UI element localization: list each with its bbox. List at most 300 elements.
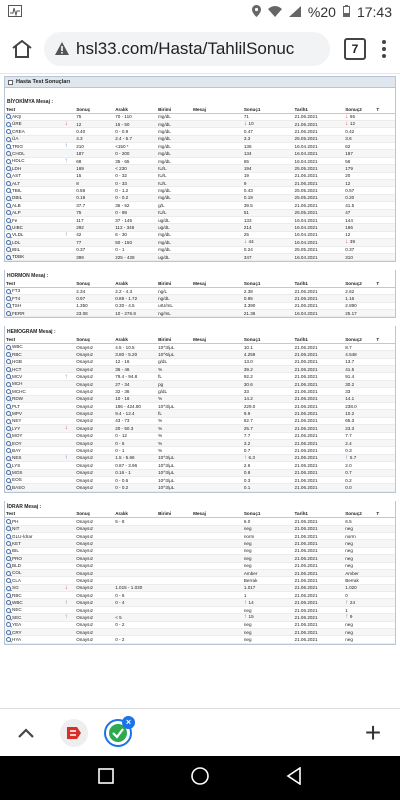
magnifier-icon[interactable] <box>6 382 11 387</box>
test-name-cell[interactable] <box>5 484 64 491</box>
table-row[interactable] <box>5 165 395 172</box>
test-name-cell[interactable] <box>5 150 64 157</box>
previous-result-1: 6.0 <box>243 518 294 525</box>
test-name-cell[interactable] <box>5 295 64 302</box>
magnifier-icon[interactable] <box>6 367 11 372</box>
previous-result-1: 133 <box>243 216 294 223</box>
test-name: PH <box>12 518 19 524</box>
table-row[interactable] <box>5 380 395 387</box>
table-row[interactable] <box>5 476 395 483</box>
result-value: Onaysız <box>75 518 114 525</box>
magnifier-icon[interactable] <box>6 615 11 620</box>
table-row[interactable] <box>5 287 395 294</box>
magnifier-icon[interactable] <box>6 233 11 238</box>
result-value: Onaysız <box>75 373 114 380</box>
test-name-cell[interactable] <box>5 547 64 554</box>
test-name-cell[interactable] <box>5 302 64 309</box>
test-name: FT4 <box>12 295 21 301</box>
test-name-cell[interactable] <box>5 143 64 150</box>
table-row[interactable] <box>5 425 395 432</box>
unit: ug/dL <box>157 216 192 223</box>
column-header: Test <box>5 280 64 287</box>
overflow-menu-icon[interactable] <box>374 40 394 58</box>
magnifier-icon[interactable] <box>6 608 11 613</box>
flag-cell <box>64 518 76 525</box>
previous-date-1: 16.04.2021 <box>294 231 345 238</box>
flag-cell <box>64 180 76 187</box>
flag-cell <box>64 388 76 395</box>
test-name-cell[interactable] <box>5 157 64 164</box>
magnifier-icon[interactable] <box>6 203 11 208</box>
magnifier-icon[interactable] <box>6 311 11 316</box>
table-row[interactable] <box>5 614 395 621</box>
table-row[interactable] <box>5 343 395 350</box>
back-button[interactable] <box>286 767 302 790</box>
flag-cell <box>64 135 76 142</box>
magnifier-icon[interactable] <box>6 374 11 379</box>
previous-date-2 <box>375 194 395 201</box>
test-name-cell[interactable] <box>5 462 64 469</box>
previous-date-2 <box>375 469 395 476</box>
table-row[interactable] <box>5 555 395 562</box>
test-name-cell[interactable] <box>5 128 64 135</box>
table-row[interactable] <box>5 128 395 135</box>
table-row[interactable] <box>5 202 395 209</box>
test-name-cell[interactable] <box>5 629 64 636</box>
reference-range: 15 - 50 <box>114 120 157 127</box>
test-name-cell[interactable] <box>5 555 64 562</box>
table-row[interactable] <box>5 584 395 591</box>
test-name-cell[interactable] <box>5 165 64 172</box>
previous-result-2-value: 310 <box>345 254 353 260</box>
test-name-cell[interactable] <box>5 469 64 476</box>
tab-favicon[interactable] <box>60 719 88 747</box>
magnifier-icon[interactable] <box>6 255 11 260</box>
previous-result-1: 92.2 <box>243 373 294 380</box>
table-row[interactable] <box>5 547 395 554</box>
table-row[interactable] <box>5 562 395 569</box>
table-row[interactable] <box>5 599 395 606</box>
previous-result-1: 21.36 <box>243 309 294 316</box>
unit: % <box>157 425 192 432</box>
test-name-cell[interactable] <box>5 358 64 365</box>
caret-up-icon[interactable] <box>14 721 38 745</box>
previous-result-2-value: neg <box>345 622 353 628</box>
table-row[interactable] <box>5 172 395 179</box>
table-row[interactable] <box>5 439 395 446</box>
magnifier-icon[interactable] <box>6 218 11 223</box>
recent-apps-button[interactable] <box>98 768 114 789</box>
test-name-cell[interactable] <box>5 388 64 395</box>
magnifier-icon[interactable] <box>6 463 11 468</box>
magnifier-icon[interactable] <box>6 210 11 215</box>
magnifier-icon[interactable] <box>6 122 11 127</box>
previous-result-2 <box>344 621 375 628</box>
reference-range <box>114 606 157 613</box>
previous-result-1-value: 14 <box>248 599 254 605</box>
magnifier-icon[interactable] <box>6 166 11 171</box>
column-header: Mesaj <box>192 106 243 113</box>
test-name-cell[interactable] <box>5 606 64 613</box>
previous-result-2-value: 12 <box>345 232 351 238</box>
previous-date-1: 21.06.2021 <box>294 592 345 599</box>
previous-result-1: Berrak <box>243 577 294 584</box>
table-row[interactable] <box>5 366 395 373</box>
table-row[interactable] <box>5 295 395 302</box>
test-name-cell[interactable] <box>5 366 64 373</box>
table-row[interactable] <box>5 532 395 539</box>
result-value: Onaysız <box>75 532 114 539</box>
test-name-cell[interactable] <box>5 239 64 246</box>
message <box>192 454 243 461</box>
plus-icon[interactable]: + <box>364 716 382 748</box>
table-row[interactable] <box>5 518 395 525</box>
test-name-cell[interactable] <box>5 202 64 209</box>
previous-result-1: neg <box>243 547 294 554</box>
message <box>192 231 243 238</box>
magnifier-icon[interactable] <box>6 448 11 453</box>
results-table <box>5 106 395 261</box>
table-row[interactable] <box>5 309 395 316</box>
results-table <box>5 511 395 644</box>
test-name-cell[interactable] <box>5 180 64 187</box>
reference-range: < 230 <box>114 165 157 172</box>
table-row[interactable] <box>5 540 395 547</box>
home-button[interactable] <box>6 33 38 65</box>
magnifier-icon[interactable] <box>6 419 11 424</box>
result-value: Onaysız <box>75 577 114 584</box>
table-row[interactable] <box>5 187 395 194</box>
magnifier-icon[interactable] <box>6 225 11 230</box>
unit: mg/dL <box>157 231 192 238</box>
reference-range: 0 - 33 <box>114 180 157 187</box>
test-name-cell[interactable] <box>5 417 64 424</box>
column-header: Test <box>5 511 64 518</box>
column-header: Sonuç <box>75 511 114 518</box>
close-icon[interactable]: × <box>122 716 135 729</box>
magnifier-icon[interactable] <box>6 534 11 539</box>
magnifier-icon[interactable] <box>6 173 11 178</box>
test-name-cell[interactable] <box>5 351 64 358</box>
table-row[interactable] <box>5 373 395 380</box>
test-name-cell[interactable] <box>5 373 64 380</box>
result-value: Onaysız <box>75 417 114 424</box>
table-row[interactable] <box>5 403 395 410</box>
previous-result-2 <box>344 120 375 127</box>
magnifier-icon[interactable] <box>6 433 11 438</box>
unit: 10^3/μL <box>157 469 192 476</box>
arrow-up-icon: ↑ <box>64 599 68 606</box>
test-name-cell[interactable] <box>5 518 64 525</box>
previous-result-2 <box>344 194 375 201</box>
table-row[interactable] <box>5 606 395 613</box>
previous-date-1: 25.05.2021 <box>294 194 345 201</box>
table-row[interactable] <box>5 592 395 599</box>
test-name-cell[interactable] <box>5 447 64 454</box>
magnifier-icon[interactable] <box>6 114 11 119</box>
magnifier-icon[interactable] <box>6 426 11 431</box>
test-name-cell[interactable] <box>5 253 64 260</box>
table-row[interactable] <box>5 469 395 476</box>
magnifier-icon[interactable] <box>6 359 11 364</box>
magnifier-icon[interactable] <box>6 586 11 591</box>
test-name-cell[interactable] <box>5 113 64 120</box>
message <box>192 484 243 491</box>
column-header <box>64 511 76 518</box>
test-name-cell[interactable] <box>5 569 64 576</box>
test-name: FERR <box>12 310 25 316</box>
previous-result-1: 0.7 <box>243 447 294 454</box>
test-name-cell[interactable] <box>5 454 64 461</box>
test-name-cell[interactable] <box>5 540 64 547</box>
magnifier-icon[interactable] <box>6 441 11 446</box>
flag-cell <box>64 113 76 120</box>
table-row[interactable] <box>5 246 395 253</box>
test-name-cell[interactable] <box>5 592 64 599</box>
table-row[interactable] <box>5 621 395 628</box>
test-name-cell[interactable] <box>5 187 64 194</box>
test-name-cell[interactable] <box>5 562 64 569</box>
flag-cell <box>64 432 76 439</box>
result-value: 23.08 <box>75 309 114 316</box>
table-row[interactable] <box>5 180 395 187</box>
magnifier-icon[interactable] <box>6 404 11 409</box>
test-name-cell[interactable] <box>5 120 64 127</box>
magnifier-icon[interactable] <box>6 630 11 635</box>
table-row[interactable] <box>5 135 395 142</box>
reference-range: 20 - 50.3 <box>114 425 157 432</box>
test-name-cell[interactable] <box>5 224 64 231</box>
table-row[interactable] <box>5 454 395 461</box>
previous-result-2 <box>344 143 375 150</box>
table-row[interactable] <box>5 150 395 157</box>
magnifier-icon[interactable] <box>6 578 11 583</box>
test-name-cell[interactable] <box>5 410 64 417</box>
previous-date-2 <box>375 187 395 194</box>
magnifier-icon[interactable] <box>6 303 11 308</box>
table-row[interactable] <box>5 209 395 216</box>
magnifier-icon[interactable] <box>6 456 11 461</box>
magnifier-icon[interactable] <box>6 637 11 642</box>
test-name-cell[interactable] <box>5 287 64 294</box>
message <box>192 287 243 294</box>
flag-cell <box>64 157 76 164</box>
message <box>192 476 243 483</box>
previous-date-2 <box>375 343 395 350</box>
test-name-cell[interactable] <box>5 403 64 410</box>
magnifier-icon[interactable] <box>6 526 11 531</box>
address-bar[interactable] <box>44 32 330 66</box>
test-name-cell[interactable] <box>5 172 64 179</box>
table-row[interactable] <box>5 484 395 491</box>
table-row[interactable] <box>5 569 395 576</box>
test-name-cell[interactable] <box>5 425 64 432</box>
table-row[interactable] <box>5 395 395 402</box>
test-name-cell[interactable] <box>5 395 64 402</box>
magnifier-icon[interactable] <box>6 563 11 568</box>
magnifier-icon[interactable] <box>6 144 11 149</box>
test-name: WBC <box>12 600 23 606</box>
magnifier-icon[interactable] <box>6 181 11 186</box>
test-name-cell[interactable] <box>5 343 64 350</box>
table-row[interactable] <box>5 194 395 201</box>
table-row[interactable] <box>5 525 395 532</box>
table-row[interactable] <box>5 432 395 439</box>
magnifier-icon[interactable] <box>6 571 11 576</box>
arrow-down-icon: ↓ <box>345 113 350 120</box>
previous-date-2 <box>375 410 395 417</box>
table-row[interactable] <box>5 410 395 417</box>
table-row[interactable] <box>5 417 395 424</box>
result-value: Onaysız <box>75 584 114 591</box>
test-name-cell[interactable] <box>5 209 64 216</box>
checkbox-icon[interactable] <box>8 80 13 85</box>
previous-result-1-value: 15 <box>248 614 254 620</box>
table-row[interactable] <box>5 216 395 223</box>
magnifier-icon[interactable] <box>6 478 11 483</box>
magnifier-icon[interactable] <box>6 600 11 605</box>
magnifier-icon[interactable] <box>6 129 11 134</box>
magnifier-icon[interactable] <box>6 240 11 245</box>
test-name: ALT <box>12 180 21 186</box>
reference-range: 0 - 200 <box>114 150 157 157</box>
table-row[interactable] <box>5 447 395 454</box>
reference-range: <150 * <box>114 143 157 150</box>
magnifier-icon[interactable] <box>6 196 11 201</box>
home-nav-button[interactable] <box>190 766 210 791</box>
tab-switcher-button[interactable]: 7 <box>344 38 366 60</box>
test-name-cell[interactable] <box>5 380 64 387</box>
magnifier-icon[interactable] <box>6 247 11 252</box>
unit: pg <box>157 380 192 387</box>
unit <box>157 569 192 576</box>
message <box>192 439 243 446</box>
test-name-cell[interactable] <box>5 532 64 539</box>
reference-range <box>114 547 157 554</box>
unit: ug/dL <box>157 253 192 260</box>
table-row[interactable] <box>5 253 395 260</box>
test-name-cell[interactable] <box>5 216 64 223</box>
test-name-cell[interactable] <box>5 432 64 439</box>
test-name: TBIL <box>12 187 22 193</box>
table-row[interactable] <box>5 462 395 469</box>
previous-result-1: 1.017 <box>243 584 294 591</box>
magnifier-icon[interactable] <box>6 296 11 301</box>
test-name-cell[interactable] <box>5 636 64 643</box>
previous-result-2-value: 2.4 <box>345 440 352 446</box>
test-name-cell[interactable] <box>5 584 64 591</box>
table-row[interactable] <box>5 120 395 127</box>
magnifier-icon[interactable] <box>6 541 11 546</box>
magnifier-icon[interactable] <box>6 470 11 475</box>
table-row[interactable] <box>5 231 395 238</box>
table-row[interactable] <box>5 351 395 358</box>
table-row[interactable] <box>5 143 395 150</box>
test-name-cell[interactable] <box>5 194 64 201</box>
reference-range: 32 - 36 <box>114 388 157 395</box>
table-row[interactable] <box>5 302 395 309</box>
magnifier-icon[interactable] <box>6 352 11 357</box>
magnifier-icon[interactable] <box>6 289 11 294</box>
result-value: Onaysız <box>75 388 114 395</box>
table-row[interactable] <box>5 113 395 120</box>
magnifier-icon[interactable] <box>6 188 11 193</box>
flag-cell <box>64 454 76 461</box>
magnifier-icon[interactable] <box>6 411 11 416</box>
message <box>192 209 243 216</box>
test-name-cell[interactable] <box>5 231 64 238</box>
table-row[interactable] <box>5 157 395 164</box>
unit <box>157 532 192 539</box>
magnifier-icon[interactable] <box>6 622 11 627</box>
previous-result-2-value: 91.4 <box>345 374 355 380</box>
previous-date-1: 21.06.2021 <box>294 525 345 532</box>
magnifier-icon[interactable] <box>6 556 11 561</box>
magnifier-icon[interactable] <box>6 549 11 554</box>
test-name: BLD <box>12 563 21 569</box>
reference-range: 27 - 34 <box>114 380 157 387</box>
table-row[interactable] <box>5 358 395 365</box>
result-value: Onaysız <box>75 380 114 387</box>
test-name-cell[interactable] <box>5 439 64 446</box>
active-tab[interactable] <box>104 716 132 747</box>
previous-result-2-value: 187 <box>345 151 353 157</box>
previous-result-2 <box>344 599 375 606</box>
column-header: Aralık <box>114 336 157 343</box>
previous-result-2-value: 0.3 <box>345 448 352 454</box>
table-row[interactable] <box>5 388 395 395</box>
test-name-cell[interactable] <box>5 309 64 316</box>
table-row[interactable] <box>5 636 395 643</box>
magnifier-icon[interactable] <box>6 396 11 401</box>
magnifier-icon[interactable] <box>6 389 11 394</box>
panel-spacer <box>4 88 396 96</box>
unit <box>157 577 192 584</box>
table-row[interactable] <box>5 239 395 246</box>
magnifier-icon[interactable] <box>6 137 11 142</box>
arrow-up-icon: ↑ <box>345 614 350 621</box>
test-name: LDL <box>12 239 21 245</box>
reference-range: 4.5 - 10.5 <box>114 343 157 350</box>
flag-cell <box>64 209 76 216</box>
magnifier-icon[interactable] <box>6 519 11 524</box>
test-name-cell[interactable] <box>5 621 64 628</box>
magnifier-icon[interactable] <box>6 485 11 490</box>
magnifier-icon[interactable] <box>6 151 11 156</box>
test-name-cell[interactable] <box>5 525 64 532</box>
magnifier-icon[interactable] <box>6 159 11 164</box>
test-name-cell[interactable] <box>5 614 64 621</box>
test-name-cell[interactable] <box>5 135 64 142</box>
test-name-cell[interactable] <box>5 599 64 606</box>
previous-result-2-value: 166 <box>345 225 353 231</box>
table-row[interactable] <box>5 577 395 584</box>
test-name-cell[interactable] <box>5 577 64 584</box>
magnifier-icon[interactable] <box>6 345 11 350</box>
previous-result-2-value: 5.7 <box>349 454 357 460</box>
test-name-cell[interactable] <box>5 246 64 253</box>
section-title: BİYOKİMYA Mesaj : <box>7 99 54 105</box>
table-row[interactable] <box>5 629 395 636</box>
magnifier-icon[interactable] <box>6 593 11 598</box>
table-row[interactable] <box>5 224 395 231</box>
result-value: 1.350 <box>75 302 114 309</box>
message <box>192 120 243 127</box>
test-name-cell[interactable] <box>5 476 64 483</box>
message <box>192 202 243 209</box>
previous-result-1: 71 <box>243 113 294 120</box>
flag-cell <box>64 302 76 309</box>
